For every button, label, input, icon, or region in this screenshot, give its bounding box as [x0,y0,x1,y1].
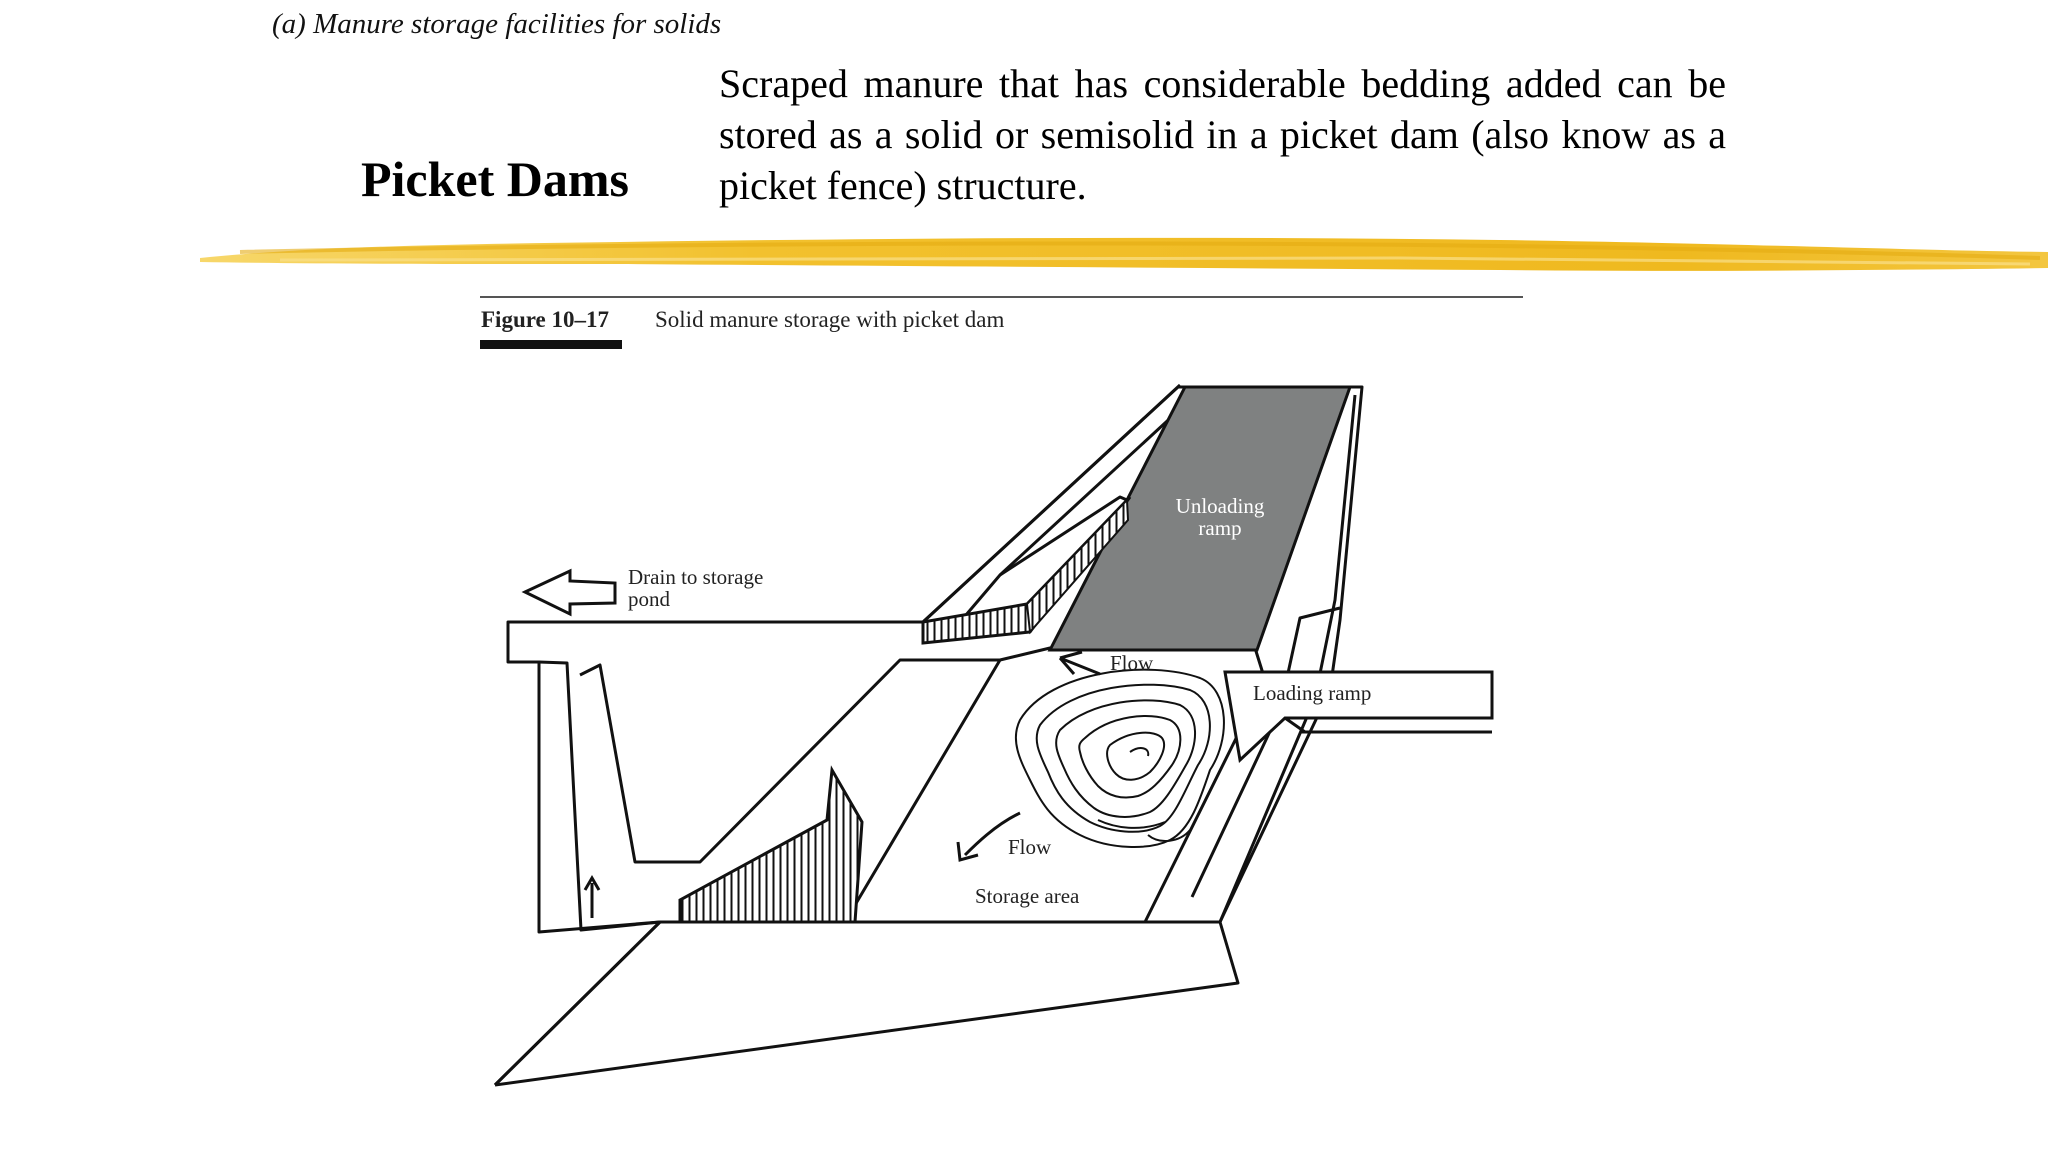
slide-body-text: Scraped manure that has considerable bedding added can be stored as a solid or semisolid in a picket dam (also know as a picket fence) structure. [719,61,1726,208]
slide-heading: Picket Dams [361,151,629,207]
figure-number: Figure 10–17 [481,307,609,332]
drain-label-2: pond [628,587,670,611]
figure-number-underline [480,340,622,349]
storage-area-label: Storage area [975,884,1080,908]
unloading-ramp-label-1: Unloading [1175,494,1265,518]
slide-subtitle: (a) Manure storage facilities for solids [272,8,722,40]
drain-label-1: Drain to storage [628,565,764,589]
front-slab-edge [495,922,660,1085]
unloading-ramp-label-2: ramp [1198,516,1242,540]
front-slab [495,922,1238,1085]
figure-caption: Solid manure storage with picket dam [655,307,1005,332]
flow-label-bottom: Flow [1008,835,1052,859]
drain-arrow-icon [525,571,615,614]
flow-label-top: Flow [1110,651,1154,675]
loading-ramp-label: Loading ramp [1253,681,1372,705]
